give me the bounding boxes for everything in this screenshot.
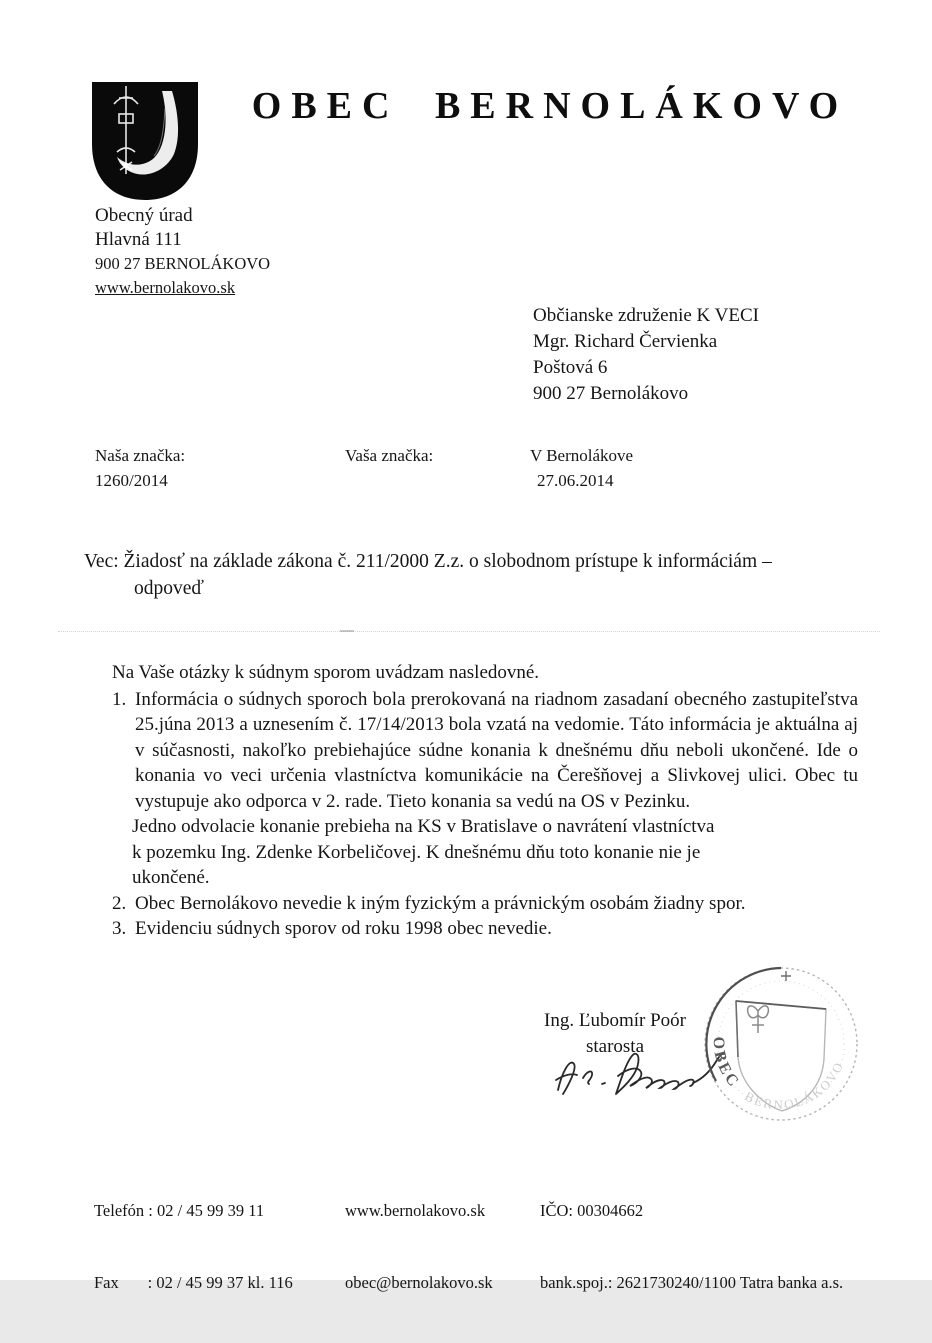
list-subparagraph-line: ukončené. (132, 867, 210, 888)
scan-artifact (340, 630, 354, 632)
letterhead-title: OBEC BERNOLÁKOVO (251, 85, 849, 127)
list-item-1 (112, 687, 860, 891)
footer-legal-block (540, 1151, 843, 1343)
footer-ico: IČO: 00304662 (540, 1201, 644, 1220)
subject-line: Vec: Žiadosť na základe zákona č. 211/2000 Z.z. o slobodnom prístupe k informáciám – (84, 551, 772, 572)
scan-divider-line (58, 631, 880, 632)
municipal-coat-of-arms-icon (86, 78, 204, 204)
footer-web-block (345, 1151, 493, 1343)
letter-place: V Bernolákove (530, 446, 634, 465)
subject-line-continuation: odpoveď (134, 578, 205, 599)
footer-email: obec@bernolakovo.sk (345, 1273, 493, 1292)
signatory-name: Ing. Ľubomír Poór (544, 1010, 686, 1031)
list-subparagraph-line: k pozemku Ing. Zdenke Korbeličovej. K dnešnému dňu toto konanie nie je (132, 841, 701, 863)
recipient-organization: Občianske združenie K VECI (533, 305, 759, 326)
list-item-text-wrap (132, 687, 858, 891)
sender-city: 900 27 BERNOLÁKOVO (95, 254, 271, 273)
recipient-street: Poštová 6 (533, 357, 608, 378)
list-item-text: Obec Bernolákovo nevedie k iným fyzickým a právnickým osobám žiadny spor. (135, 892, 746, 914)
list-item-2 (112, 891, 860, 917)
footer-website: www.bernolakovo.sk (345, 1201, 486, 1220)
sender-street: Hlavná 111 (95, 229, 182, 250)
list-number: 3. (112, 918, 127, 939)
svg-text:BERNOLÁKOVO (742, 1059, 846, 1112)
list-number: 1. (112, 688, 127, 710)
letter-date: 27.06.2014 (537, 471, 614, 490)
sender-office: Obecný úrad (95, 205, 193, 226)
list-item-text: Informácia o súdnych sporoch bola prerokovaná na riadnom zasadaní obecného zastupiteľstva 25.júna 2013 a uznesením č. 17/14/2013 bola vzatá na vedomie. Táto informácia je aktuálna aj v súčasnosti, nakoľko prebiehajúce súdne konania k dnešnému dňu neboli ukončené. Ide o konania vo veci určenia vlastníctva komunikácie na Čerešňovej a Slivkovej ulici. Obec tu vystupuje ako odporca v 2. rade. Tieto konania sa vedú na OS v Pezinku. (135, 688, 858, 812)
body-intro: Na Vaše otázky k súdnym sporom uvádzam nasledovné. (112, 662, 540, 683)
letter-body (112, 660, 860, 942)
recipient-city: 900 27 Bernolákovo (533, 383, 689, 404)
footer-bank: bank.spoj.: 2621730240/1100 Tatra banka a.s. (540, 1273, 844, 1292)
stamp-text-secondary: BERNOLÁKOVO (742, 1058, 847, 1112)
list-item-text: Evidenciu súdnych sporov od roku 1998 obec nevedie. (135, 918, 552, 939)
official-round-stamp (700, 963, 862, 1125)
footer-contact-block (94, 1151, 293, 1343)
list-subparagraph-line: Jedno odvolacie konanie prebieha na KS v Bratislave o navrátení vlastníctva (132, 816, 715, 837)
your-reference-label: Vaša značka: (345, 446, 434, 465)
footer-fax: Fax : 02 / 45 99 37 kl. 116 (94, 1273, 293, 1292)
list-number: 2. (112, 892, 127, 914)
sender-address-block (95, 204, 270, 300)
stamp-text-primary: OBEC (709, 1036, 744, 1092)
signatory-title: starosta (585, 1036, 645, 1057)
list-item-3 (112, 916, 860, 942)
sender-website-link: www.bernolakovo.sk (95, 278, 236, 297)
our-reference-label: Naša značka: (95, 446, 186, 465)
recipient-address-block (533, 303, 759, 407)
recipient-person: Mgr. Richard Červienka (533, 331, 718, 352)
footer-phone: Telefón : 02 / 45 99 39 11 (94, 1201, 265, 1220)
our-reference-value: 1260/2014 (95, 471, 168, 490)
